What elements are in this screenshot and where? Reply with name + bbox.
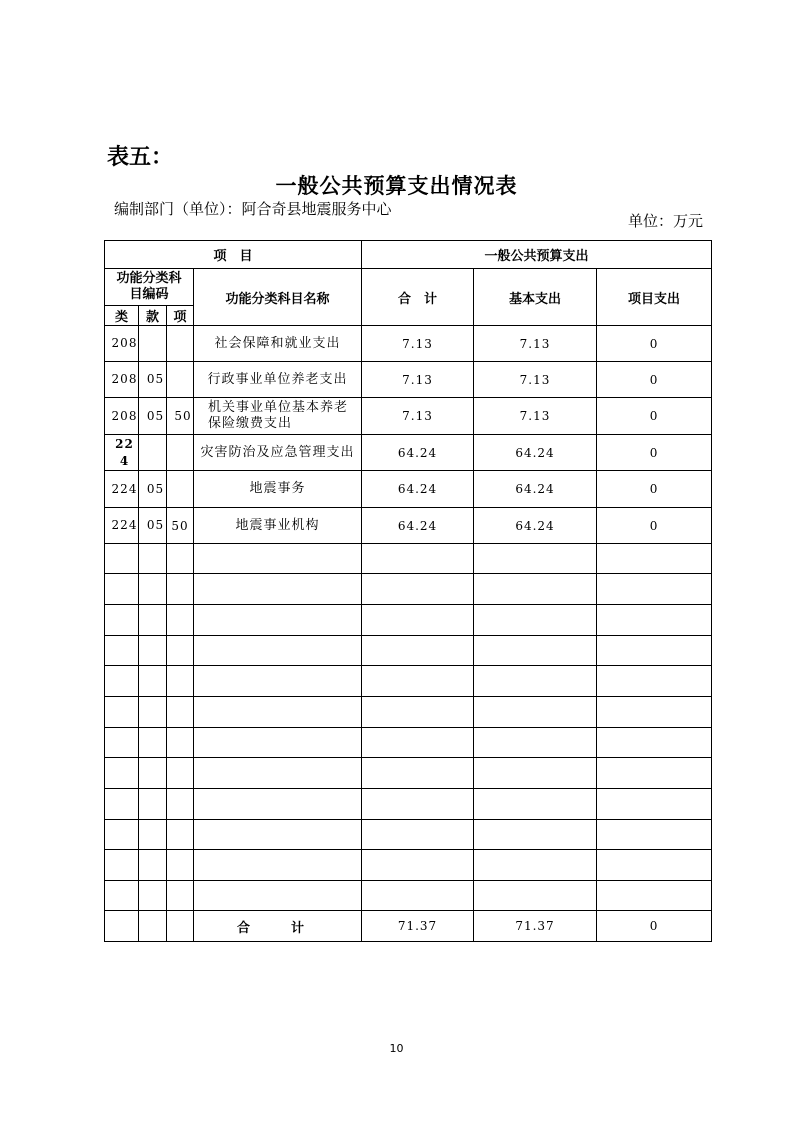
budget-table (104, 240, 712, 942)
cell-xiang (167, 362, 194, 398)
cell-project: 0 (597, 508, 712, 544)
cell-xiang: 50 (167, 508, 194, 544)
cell-kuan: 05 (139, 471, 167, 508)
cell-project: 0 (597, 471, 712, 508)
unit-label: 单位：万元 (627, 212, 703, 230)
table-row (105, 508, 712, 544)
cell-basic: 7.13 (474, 326, 597, 362)
total-basic: 71.37 (474, 911, 597, 942)
empty-row (105, 574, 712, 605)
cell-basic: 7.13 (474, 398, 597, 435)
cell-basic: 64.24 (474, 435, 597, 471)
table-row (105, 398, 712, 435)
total-total: 71.37 (362, 911, 474, 942)
total-label: 合 计 (194, 911, 362, 942)
cell-name: 灾害防治及应急管理支出 (194, 435, 362, 471)
cell-total: 7.13 (362, 398, 474, 435)
cell-xiang: 50 (167, 398, 194, 435)
header-total: 合 计 (362, 269, 474, 326)
cell-total: 7.13 (362, 362, 474, 398)
page-number: 10 (389, 1042, 404, 1055)
department-label: 编制部门（单位）：阿合奇县地震服务中心 (114, 200, 392, 218)
table-number-heading: 表五： (107, 145, 174, 170)
cell-kuan: 05 (139, 398, 167, 435)
table-row (105, 326, 712, 362)
header-basic: 基本支出 (474, 269, 597, 326)
cell-total: 7.13 (362, 326, 474, 362)
empty-row (105, 789, 712, 820)
empty-row (105, 881, 712, 911)
cell-total: 64.24 (362, 435, 474, 471)
cell-name: 行政事业单位养老支出 (194, 362, 362, 398)
cell-lei: 224 (105, 435, 139, 471)
empty-row (105, 605, 712, 636)
cell-kuan (139, 435, 167, 471)
empty-row (105, 544, 712, 574)
cell-lei: 224 (105, 508, 139, 544)
empty-row (105, 820, 712, 850)
table-row (105, 435, 712, 471)
header-xiang: 项 (167, 306, 194, 326)
total-project: 0 (597, 911, 712, 942)
cell-basic: 64.24 (474, 508, 597, 544)
table-row (105, 362, 712, 398)
cell-basic: 7.13 (474, 362, 597, 398)
table-row (105, 471, 712, 508)
cell-name: 地震事业机构 (194, 508, 362, 544)
cell-lei: 224 (105, 471, 139, 508)
cell-project: 0 (597, 362, 712, 398)
cell-xiang (167, 471, 194, 508)
cell-name: 地震事务 (194, 471, 362, 508)
empty-row (105, 636, 712, 666)
cell-total: 64.24 (362, 508, 474, 544)
header-kuan: 款 (139, 306, 167, 326)
empty-row (105, 697, 712, 728)
cell-name: 社会保障和就业支出 (194, 326, 362, 362)
empty-row (105, 758, 712, 789)
cell-lei: 208 (105, 398, 139, 435)
cell-total: 64.24 (362, 471, 474, 508)
cell-kuan: 05 (139, 508, 167, 544)
empty-row (105, 728, 712, 758)
cell-lei: 208 (105, 362, 139, 398)
cell-project: 0 (597, 326, 712, 362)
cell-project: 0 (597, 398, 712, 435)
page-title: 一般公共预算支出情况表 (275, 174, 518, 198)
cell-kuan (139, 326, 167, 362)
empty-row (105, 666, 712, 697)
cell-xiang (167, 435, 194, 471)
empty-row (105, 850, 712, 881)
header-func-name: 功能分类科目名称 (194, 269, 362, 326)
cell-kuan: 05 (139, 362, 167, 398)
header-lei: 类 (105, 306, 139, 326)
cell-lei: 208 (105, 326, 139, 362)
cell-project: 0 (597, 435, 712, 471)
total-row (105, 911, 712, 942)
cell-xiang (167, 326, 194, 362)
header-func-code: 功能分类科目编码 (105, 269, 194, 306)
cell-basic: 64.24 (474, 471, 597, 508)
header-project-expense: 项目支出 (597, 269, 712, 326)
cell-name: 机关事业单位基本养老保险缴费支出 (194, 398, 362, 435)
header-general-budget: 一般公共预算支出 (362, 241, 712, 269)
header-project: 项 目 (105, 241, 362, 269)
